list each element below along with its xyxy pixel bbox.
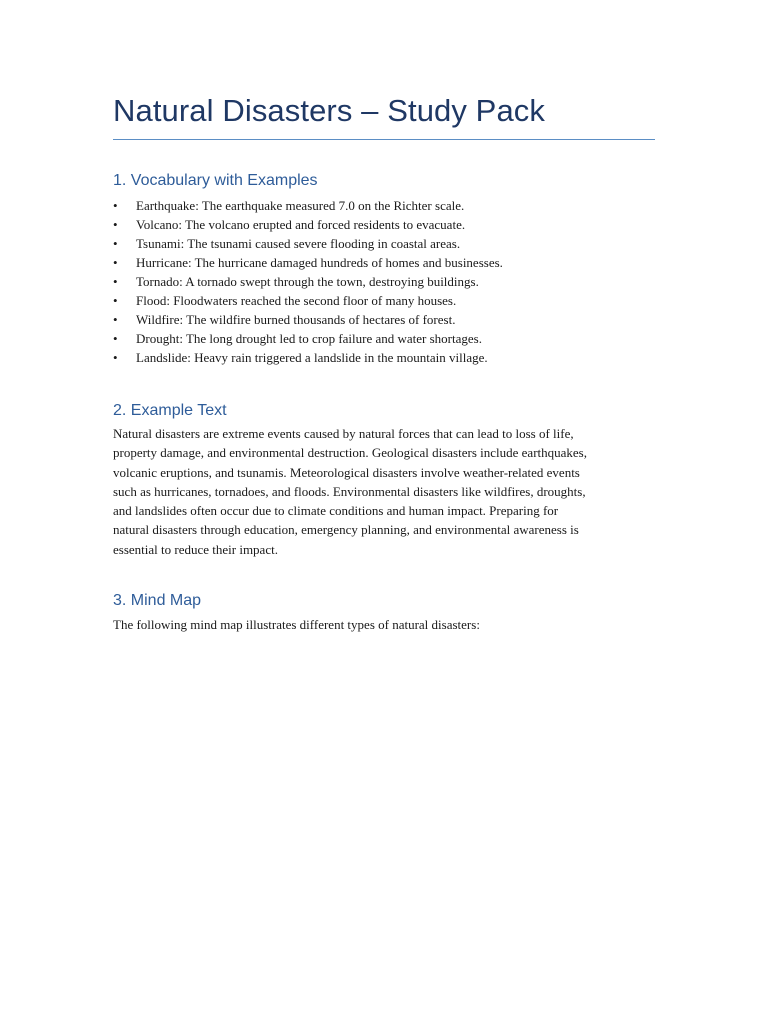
paragraph-line: essential to reduce their impact. [113, 541, 278, 557]
list-item: • Drought: The long drought led to crop failure and water shortages. [113, 331, 482, 346]
list-item: • Volcano: The volcano erupted and forced residents to evacuate. [113, 217, 466, 232]
list-item: • Wildfire: The wildfire burned thousands of hectares of forest. [113, 312, 456, 327]
paragraph-line: and landslides often occur due to climate conditions and human impact. Preparing for [113, 503, 559, 519]
paragraph-line: such as hurricanes, tornadoes, and floods. Environmental disasters like wildfires, droughts, [113, 483, 586, 499]
section-heading-mind-map: 3. Mind Map [113, 592, 202, 609]
title-underline [113, 139, 655, 140]
bullet-icon: • [113, 217, 118, 232]
bullet-icon: • [113, 331, 118, 346]
vocabulary-list [113, 196, 503, 367]
example-text-paragraph [113, 424, 658, 559]
paragraph-line: Natural disasters are extreme events caused by natural forces that can lead to loss of life, [113, 426, 574, 441]
bullet-icon: • [113, 293, 118, 308]
list-item: • Flood: Floodwaters reached the second floor of many houses. [113, 293, 457, 308]
list-item: • Tornado: A tornado swept through the town, destroying buildings. [113, 274, 479, 289]
section-heading-vocabulary: 1. Vocabulary with Examples [113, 172, 318, 189]
paragraph-line: natural disasters through education, emergency planning, and environmental awareness is [113, 522, 579, 538]
bullet-icon: • [113, 255, 118, 270]
bullet-icon: • [113, 198, 118, 213]
bullet-icon: • [113, 274, 118, 289]
list-item: • Hurricane: The hurricane damaged hundreds of homes and businesses. [113, 255, 503, 270]
bullet-icon: • [113, 312, 118, 327]
bullet-icon: • [113, 350, 118, 365]
section-heading-example-text: 2. Example Text [113, 402, 227, 419]
bullet-icon: • [113, 236, 118, 251]
list-item: • Earthquake: The earthquake measured 7.0 on the Richter scale. [113, 198, 465, 213]
paragraph-line: property damage, and environmental destruction. Geological disasters include earthquakes, [113, 445, 587, 461]
list-item: • Landslide: Heavy rain triggered a landslide in the mountain village. [113, 350, 488, 365]
mind-map-intro: The following mind map illustrates different types of natural disasters: [113, 617, 480, 632]
paragraph-line: volcanic eruptions, and tsunamis. Meteorological disasters involve weather-related events [113, 464, 580, 480]
document-title: Natural Disasters – Study Pack [113, 93, 546, 128]
list-item: • Tsunami: The tsunami caused severe flooding in coastal areas. [113, 236, 461, 251]
